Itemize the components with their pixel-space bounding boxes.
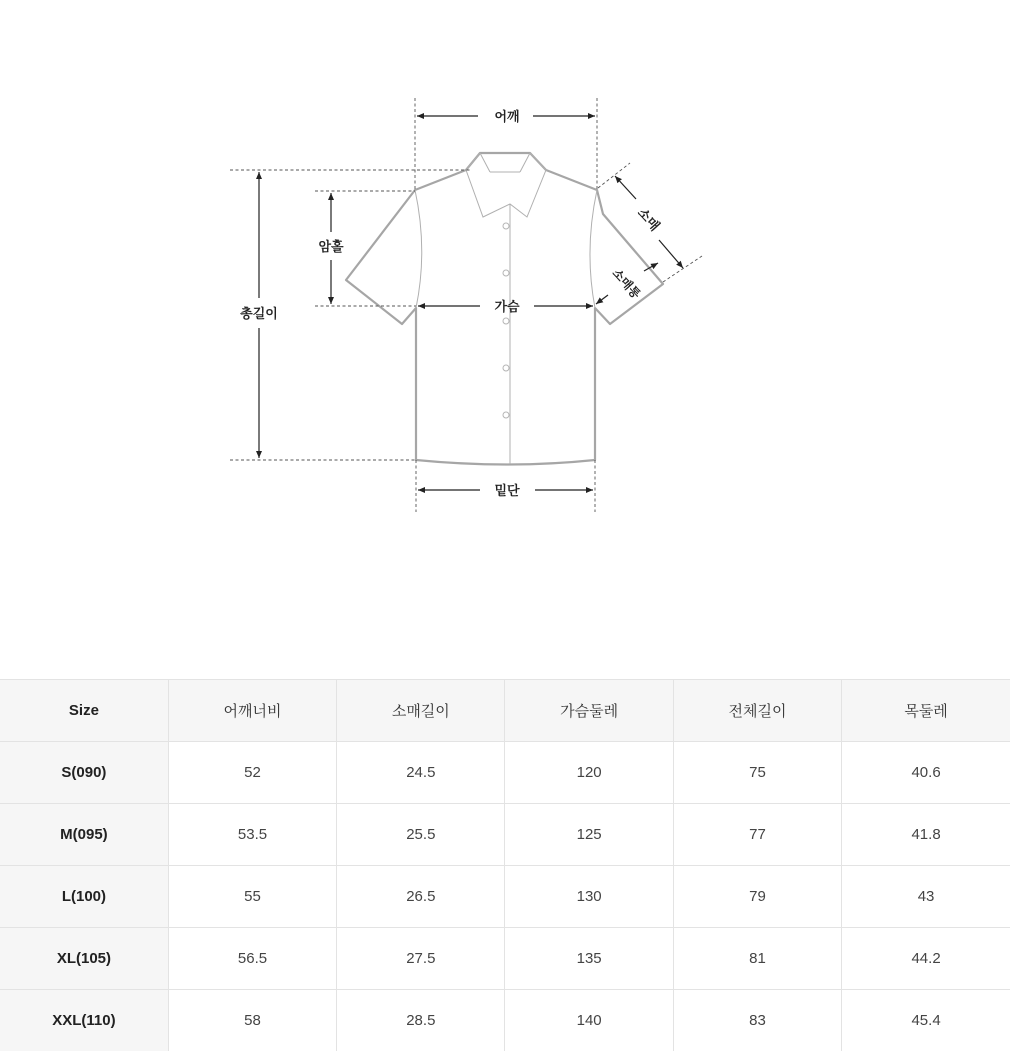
armhole-label: 암홀 [318,239,344,255]
shirt-button [503,365,509,371]
table-cell: 77 [673,804,841,866]
table-cell: 27.5 [337,928,505,990]
table-cell: 40.6 [842,742,1010,804]
table-cell: 45.4 [842,990,1010,1051]
table-row [0,928,1010,990]
sleeve-opening-label: 소매통 [610,265,645,301]
size-table [0,679,1010,1051]
chest-label: 가슴 [494,299,520,315]
table-cell: 53.5 [168,804,336,866]
table-row [0,866,1010,928]
shirt-button [503,223,509,229]
table-cell: 81 [673,928,841,990]
sleeve-label: 소매 [634,205,663,234]
size-cell: XXL(110) [0,990,168,1051]
shoulder-label: 어깨 [494,109,519,125]
hem-label: 밑단 [494,483,520,499]
table-cell: 120 [505,742,673,804]
table-row [0,742,1010,804]
table-cell: 52 [168,742,336,804]
table-cell: 140 [505,990,673,1051]
size-cell: XL(105) [0,928,168,990]
shoulder-measure [417,109,595,125]
header-chest: 가슴둘레 [505,680,673,742]
hem-measure [418,483,593,499]
size-cell: L(100) [0,866,168,928]
table-cell: 28.5 [337,990,505,1051]
table-cell: 58 [168,990,336,1051]
size-cell: S(090) [0,742,168,804]
table-row [0,804,1010,866]
table-cell: 83 [673,990,841,1051]
table-header-row [0,680,1010,742]
table-cell: 43 [842,866,1010,928]
shirt-button [503,270,509,276]
table-cell: 26.5 [337,866,505,928]
total-length-label: 총길이 [239,306,278,322]
table-cell: 25.5 [337,804,505,866]
size-cell: M(095) [0,804,168,866]
armhole-measure [318,193,344,304]
header-shoulder-width: 어깨너비 [168,680,336,742]
shirt-button [503,412,509,418]
table-cell: 41.8 [842,804,1010,866]
table-cell: 79 [673,866,841,928]
total-length-measure [239,172,278,458]
header-neck: 목둘레 [842,680,1010,742]
shirt-button [503,318,509,324]
table-cell: 56.5 [168,928,336,990]
table-cell: 55 [168,866,336,928]
table-cell: 24.5 [337,742,505,804]
table-cell: 44.2 [842,928,1010,990]
header-size: Size [0,680,168,742]
header-sleeve-length: 소매길이 [337,680,505,742]
table-cell: 135 [505,928,673,990]
table-cell: 125 [505,804,673,866]
header-total-length: 전체길이 [673,680,841,742]
table-cell: 130 [505,866,673,928]
table-cell: 75 [673,742,841,804]
